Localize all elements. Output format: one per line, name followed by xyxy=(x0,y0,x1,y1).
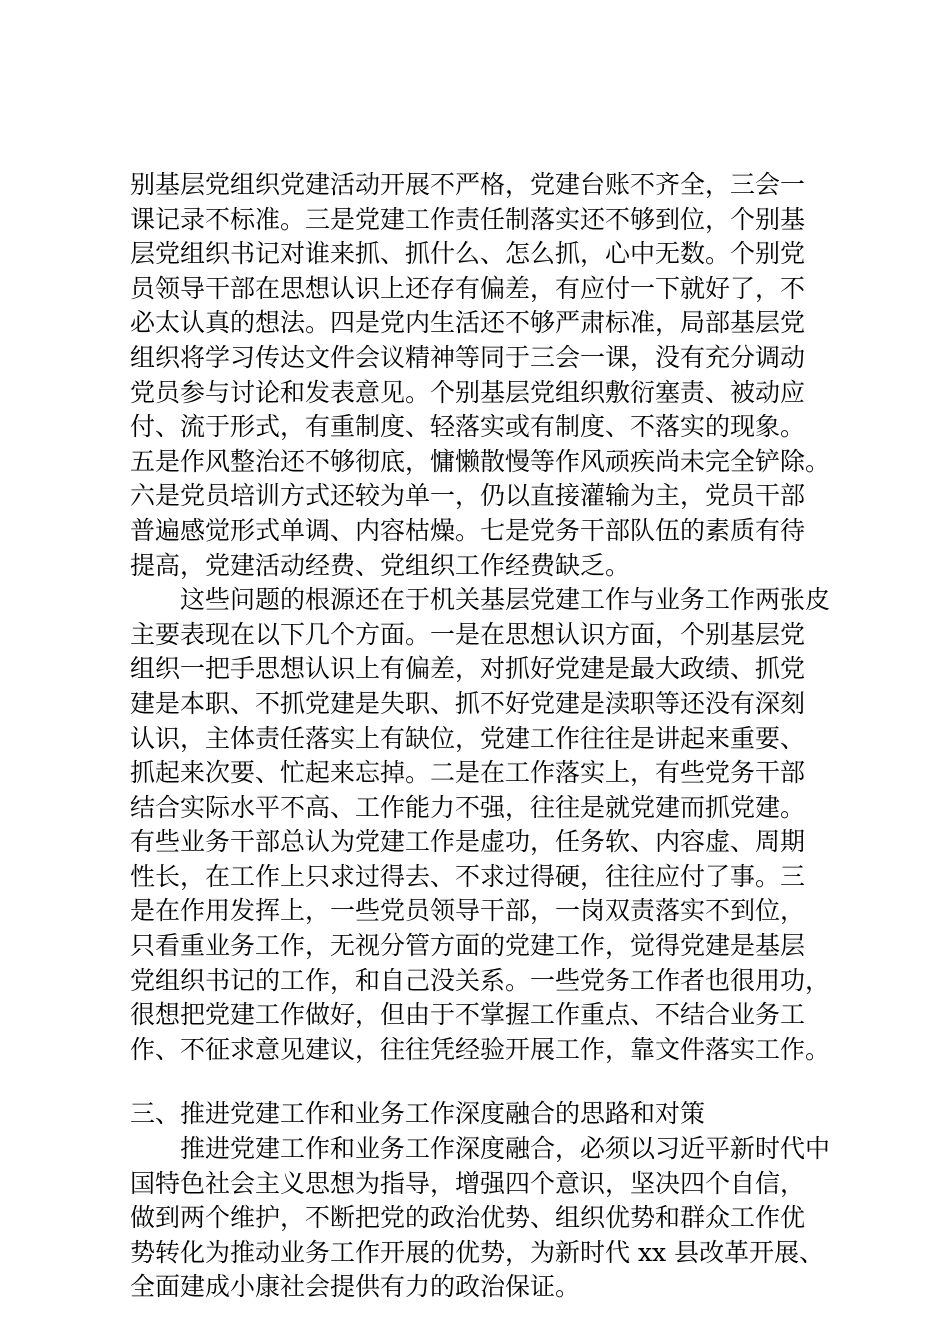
text-line: 课记录不标准。三是党建工作责任制落实还不够到位，个别基 xyxy=(130,204,806,234)
text-line: 付、流于形式，有重制度、轻落实或有制度、不落实的现象。 xyxy=(130,412,806,442)
text-line: 必太认真的想法。四是党内生活还不够严肃标准，局部基层党 xyxy=(130,308,806,338)
text-line: 六是党员培训方式还较为单一，仍以直接灌输为主，党员干部 xyxy=(130,481,806,511)
text-line-first: 推进党建工作和业务工作深度融合，必须以习近平新时代中 xyxy=(180,1134,831,1164)
text-line: 全面建成小康社会提供有力的政治保证。 xyxy=(130,1272,581,1302)
text-line: 提高，党建活动经费、党组织工作经费缺乏。 xyxy=(130,550,631,580)
paragraph-root-causes xyxy=(130,583,830,1067)
text-line: 组织一把手思想认识上有偏差，对抓好党建是最大政绩、抓党 xyxy=(130,654,806,684)
text-line: 国特色社会主义思想为指导，增强四个意识，坚决四个自信， xyxy=(130,1168,806,1198)
text-line: 员领导干部在思想认识上还存有偏差，有应付一下就好了，不 xyxy=(130,273,806,303)
paragraph-problems xyxy=(130,168,830,583)
text-line: 只看重业务工作，无视分管方面的党建工作，觉得党建是基层 xyxy=(130,931,806,961)
text-line: 势转化为推动业务工作开展的优势，为新时代 xx 县改革开展、 xyxy=(130,1237,825,1267)
text-line: 很想把党建工作做好，但由于不掌握工作重点、不结合业务工 xyxy=(130,1000,806,1030)
paragraph-approach xyxy=(130,1132,830,1305)
text-line: 抓起来次要、忙起来忘掉。二是在工作落实上，有些党务干部 xyxy=(130,758,806,788)
text-line: 普遍感觉形式单调、内容枯燥。七是党务干部队伍的素质有待 xyxy=(130,515,806,545)
text-line: 组织将学习传达文件会议精神等同于三会一课，没有充分调动 xyxy=(130,342,806,372)
text-line: 建是本职、不抓党建是失职、抓不好党建是渎职等还没有深刻 xyxy=(130,688,806,718)
text-line: 做到两个维护，不断把党的政治优势、组织优势和群众工作优 xyxy=(130,1203,806,1233)
text-line-first: 这些问题的根源还在于机关基层党建工作与业务工作两张皮 xyxy=(180,585,831,615)
text-line: 层党组织书记对谁来抓、抓什么、怎么抓，心中无数。个别党 xyxy=(130,239,806,269)
text-line: 有些业务干部总认为党建工作是虚功，任务软、内容虚、周期 xyxy=(130,827,806,857)
text-line: 别基层党组织党建活动开展不严格，党建台账不齐全，三会一 xyxy=(130,170,806,199)
text-line: 党员参与讨论和发表意见。个别基层党组织敷衍塞责、被动应 xyxy=(130,377,806,407)
text-line: 是在作用发挥上，一些党员领导干部，一岗双责落实不到位， xyxy=(130,896,806,926)
text-line: 作、不征求意见建议，往往凭经验开展工作，靠文件落实工作。 xyxy=(130,1034,831,1064)
text-line: 五是作风整治还不够彻底，慵懒散慢等作风顽疾尚未完全铲除。 xyxy=(130,446,831,476)
text-line: 性长，在工作上只求过得去、不求过得硬，往往应付了事。三 xyxy=(130,861,806,891)
text-line: 结合实际水平不高、工作能力不强，往往是就党建而抓党建。 xyxy=(130,792,806,822)
document-body xyxy=(130,168,830,1305)
text-line: 党组织书记的工作，和自己没关系。一些党务工作者也很用功， xyxy=(130,965,831,995)
section-heading: 三、推进党建工作和业务工作深度融合的思路和对策 xyxy=(130,1099,706,1129)
text-line: 主要表现在以下几个方面。一是在思想认识方面，个别基层党 xyxy=(130,619,806,649)
text-line: 认识，主体责任落实上有缺位，党建工作往往是讲起来重要、 xyxy=(130,723,806,753)
